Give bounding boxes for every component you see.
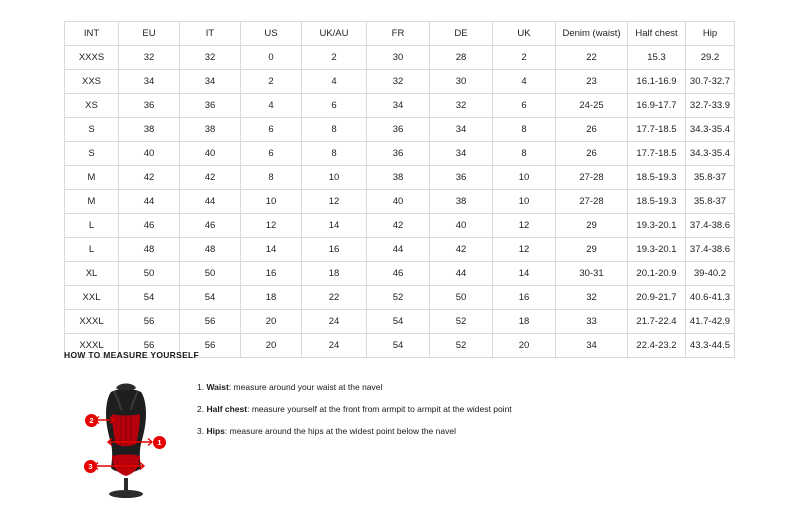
- cell-eu: 38: [119, 118, 180, 142]
- cell-uk: 18: [493, 310, 556, 334]
- cell-de: 28: [430, 46, 493, 70]
- table-row: [65, 118, 735, 142]
- measure-item-term: Waist: [206, 382, 229, 392]
- cell-fr: 52: [367, 286, 430, 310]
- list-item: [197, 382, 512, 392]
- cell-half-chest: 22.4-23.2: [628, 334, 686, 358]
- cell-us: 20: [241, 310, 302, 334]
- measure-item-term: Half chest: [206, 404, 248, 415]
- cell-us: 18: [241, 286, 302, 310]
- cell-int: S: [65, 118, 119, 142]
- cell-half-chest: 18.5-19.3: [628, 166, 686, 190]
- cell-denim-waist: 29: [556, 238, 628, 262]
- cell-hip: 37.4-38.6: [686, 238, 735, 262]
- measure-item-number: 3.: [197, 426, 205, 437]
- cell-us: 20: [241, 334, 302, 358]
- cell-half-chest: 17.7-18.5: [628, 142, 686, 166]
- cell-int: XL: [65, 262, 119, 286]
- cell-it: 42: [180, 166, 241, 190]
- cell-half-chest: 19.3-20.1: [628, 214, 686, 238]
- cell-de: 38: [430, 190, 493, 214]
- cell-hip: 29.2: [686, 46, 735, 70]
- cell-hip: 41.7-42.9: [686, 310, 735, 334]
- measure-item-text: : measure around your waist at the navel: [228, 382, 383, 392]
- cell-hip: 37.4-38.6: [686, 214, 735, 238]
- cell-de: 34: [430, 118, 493, 142]
- cell-it: 44: [180, 190, 241, 214]
- cell-denim-waist: 26: [556, 118, 628, 142]
- cell-it: 48: [180, 238, 241, 262]
- cell-denim-waist: 24-25: [556, 94, 628, 118]
- column-header-de: DE: [430, 22, 493, 46]
- cell-uk-au: 6: [302, 94, 367, 118]
- cell-fr: 36: [367, 142, 430, 166]
- cell-fr: 44: [367, 238, 430, 262]
- cell-half-chest: 15.3: [628, 46, 686, 70]
- cell-uk: 2: [493, 46, 556, 70]
- cell-it: 36: [180, 94, 241, 118]
- cell-us: 12: [241, 214, 302, 238]
- table-row: [65, 238, 735, 262]
- cell-it: 40: [180, 142, 241, 166]
- cell-denim-waist: 30-31: [556, 262, 628, 286]
- cell-it: 54: [180, 286, 241, 310]
- table-row: [65, 46, 735, 70]
- list-item: [197, 404, 512, 414]
- cell-it: 46: [180, 214, 241, 238]
- cell-de: 40: [430, 214, 493, 238]
- cell-eu: 42: [119, 166, 180, 190]
- cell-uk-au: 12: [302, 190, 367, 214]
- cell-de: 50: [430, 286, 493, 310]
- cell-hip: 35.8-37: [686, 190, 735, 214]
- cell-uk: 8: [493, 118, 556, 142]
- cell-fr: 42: [367, 214, 430, 238]
- cell-it: 32: [180, 46, 241, 70]
- cell-eu: 56: [119, 310, 180, 334]
- cell-eu: 46: [119, 214, 180, 238]
- cell-fr: 30: [367, 46, 430, 70]
- cell-it: 56: [180, 334, 241, 358]
- cell-uk: 20: [493, 334, 556, 358]
- cell-denim-waist: 27-28: [556, 190, 628, 214]
- column-header-it: IT: [180, 22, 241, 46]
- cell-hip: 34.3-35.4: [686, 118, 735, 142]
- cell-eu: 34: [119, 70, 180, 94]
- cell-eu: 36: [119, 94, 180, 118]
- column-header-half-chest: Half chest: [628, 22, 686, 46]
- table-row: [65, 190, 735, 214]
- cell-uk-au: 4: [302, 70, 367, 94]
- column-header-denim-waist: Denim (waist): [556, 22, 628, 46]
- cell-fr: 54: [367, 334, 430, 358]
- table-row: [65, 262, 735, 286]
- table-row: [65, 166, 735, 190]
- figure-marker-2: 2: [85, 414, 98, 427]
- cell-int: XXL: [65, 286, 119, 310]
- cell-us: 16: [241, 262, 302, 286]
- cell-uk: 12: [493, 214, 556, 238]
- cell-it: 34: [180, 70, 241, 94]
- cell-fr: 46: [367, 262, 430, 286]
- measure-instruction-list: [197, 370, 512, 449]
- cell-half-chest: 19.3-20.1: [628, 238, 686, 262]
- cell-fr: 36: [367, 118, 430, 142]
- cell-eu: 48: [119, 238, 180, 262]
- cell-fr: 34: [367, 94, 430, 118]
- cell-eu: 54: [119, 286, 180, 310]
- cell-de: 52: [430, 334, 493, 358]
- cell-uk: 12: [493, 238, 556, 262]
- cell-de: 36: [430, 166, 493, 190]
- column-header-us: US: [241, 22, 302, 46]
- cell-hip: 43.3-44.5: [686, 334, 735, 358]
- cell-hip: 35.8-37: [686, 166, 735, 190]
- cell-hip: 30.7-32.7: [686, 70, 735, 94]
- cell-uk-au: 8: [302, 118, 367, 142]
- mannequin-illustration: [64, 370, 179, 500]
- cell-int: S: [65, 142, 119, 166]
- cell-de: 42: [430, 238, 493, 262]
- cell-half-chest: 16.9-17.7: [628, 94, 686, 118]
- cell-eu: 50: [119, 262, 180, 286]
- cell-us: 0: [241, 46, 302, 70]
- figure-marker-3: 3: [84, 460, 97, 473]
- column-header-uk-au: UK/AU: [302, 22, 367, 46]
- table-row: [65, 286, 735, 310]
- cell-de: 34: [430, 142, 493, 166]
- cell-int: XXXL: [65, 310, 119, 334]
- column-header-fr: FR: [367, 22, 430, 46]
- cell-us: 14: [241, 238, 302, 262]
- cell-us: 6: [241, 142, 302, 166]
- cell-denim-waist: 29: [556, 214, 628, 238]
- cell-half-chest: 18.5-19.3: [628, 190, 686, 214]
- table-row: [65, 142, 735, 166]
- cell-de: 30: [430, 70, 493, 94]
- cell-uk-au: 10: [302, 166, 367, 190]
- measure-item-text: : measure around the hips at the widest point below the navel: [224, 426, 456, 437]
- figure-marker-1: 1: [153, 436, 166, 449]
- cell-fr: 38: [367, 166, 430, 190]
- cell-uk-au: 16: [302, 238, 367, 262]
- cell-denim-waist: 33: [556, 310, 628, 334]
- cell-fr: 32: [367, 70, 430, 94]
- cell-it: 50: [180, 262, 241, 286]
- cell-uk: 6: [493, 94, 556, 118]
- cell-it: 38: [180, 118, 241, 142]
- table-header-row: [65, 22, 735, 46]
- cell-us: 4: [241, 94, 302, 118]
- cell-hip: 39-40.2: [686, 262, 735, 286]
- cell-int: XXS: [65, 70, 119, 94]
- cell-uk-au: 18: [302, 262, 367, 286]
- cell-uk-au: 24: [302, 334, 367, 358]
- cell-eu: 44: [119, 190, 180, 214]
- cell-denim-waist: 32: [556, 286, 628, 310]
- cell-int: M: [65, 190, 119, 214]
- column-header-uk: UK: [493, 22, 556, 46]
- cell-int: XXXL: [65, 334, 119, 358]
- cell-int: L: [65, 238, 119, 262]
- cell-half-chest: 20.9-21.7: [628, 286, 686, 310]
- cell-uk-au: 8: [302, 142, 367, 166]
- cell-uk: 14: [493, 262, 556, 286]
- cell-de: 32: [430, 94, 493, 118]
- table-row: [65, 94, 735, 118]
- measure-item-term: Hips: [206, 426, 225, 437]
- cell-it: 56: [180, 310, 241, 334]
- cell-hip: 32.7-33.9: [686, 94, 735, 118]
- cell-uk-au: 24: [302, 310, 367, 334]
- cell-fr: 54: [367, 310, 430, 334]
- cell-fr: 40: [367, 190, 430, 214]
- cell-uk: 8: [493, 142, 556, 166]
- cell-eu: 32: [119, 46, 180, 70]
- cell-eu: 40: [119, 142, 180, 166]
- cell-int: L: [65, 214, 119, 238]
- cell-denim-waist: 23: [556, 70, 628, 94]
- size-chart-table: [64, 21, 735, 358]
- cell-us: 2: [241, 70, 302, 94]
- measure-item-text: : measure yourself at the front from armpit to armpit at the widest point: [247, 404, 512, 415]
- column-header-int: INT: [65, 22, 119, 46]
- cell-de: 52: [430, 310, 493, 334]
- table-row: [65, 310, 735, 334]
- cell-uk: 10: [493, 190, 556, 214]
- cell-half-chest: 21.7-22.4: [628, 310, 686, 334]
- how-to-measure-section: [64, 350, 734, 500]
- cell-us: 6: [241, 118, 302, 142]
- cell-us: 10: [241, 190, 302, 214]
- measure-item-number: 1.: [197, 382, 205, 392]
- cell-half-chest: 17.7-18.5: [628, 118, 686, 142]
- how-to-measure-title: HOW TO MEASURE YOURSELF: [64, 350, 200, 360]
- mannequin-figure: [64, 370, 179, 500]
- cell-uk-au: 2: [302, 46, 367, 70]
- cell-int: M: [65, 166, 119, 190]
- cell-half-chest: 16.1-16.9: [628, 70, 686, 94]
- cell-denim-waist: 26: [556, 142, 628, 166]
- cell-denim-waist: 22: [556, 46, 628, 70]
- cell-hip: 34.3-35.4: [686, 142, 735, 166]
- cell-uk-au: 22: [302, 286, 367, 310]
- cell-half-chest: 20.1-20.9: [628, 262, 686, 286]
- cell-denim-waist: 27-28: [556, 166, 628, 190]
- cell-uk: 16: [493, 286, 556, 310]
- column-header-eu: EU: [119, 22, 180, 46]
- table-row: [65, 70, 735, 94]
- cell-int: XXXS: [65, 46, 119, 70]
- cell-hip: 40.6-41.3: [686, 286, 735, 310]
- size-chart-container: [64, 21, 734, 358]
- cell-eu: 56: [119, 334, 180, 358]
- cell-uk-au: 14: [302, 214, 367, 238]
- cell-uk: 10: [493, 166, 556, 190]
- cell-uk: 4: [493, 70, 556, 94]
- cell-de: 44: [430, 262, 493, 286]
- cell-denim-waist: 34: [556, 334, 628, 358]
- how-to-measure-body: [64, 370, 734, 500]
- cell-int: XS: [65, 94, 119, 118]
- measure-item-number: 2.: [197, 404, 205, 415]
- column-header-hip: Hip: [686, 22, 735, 46]
- table-row: [65, 214, 735, 238]
- cell-us: 8: [241, 166, 302, 190]
- list-item: [197, 426, 512, 436]
